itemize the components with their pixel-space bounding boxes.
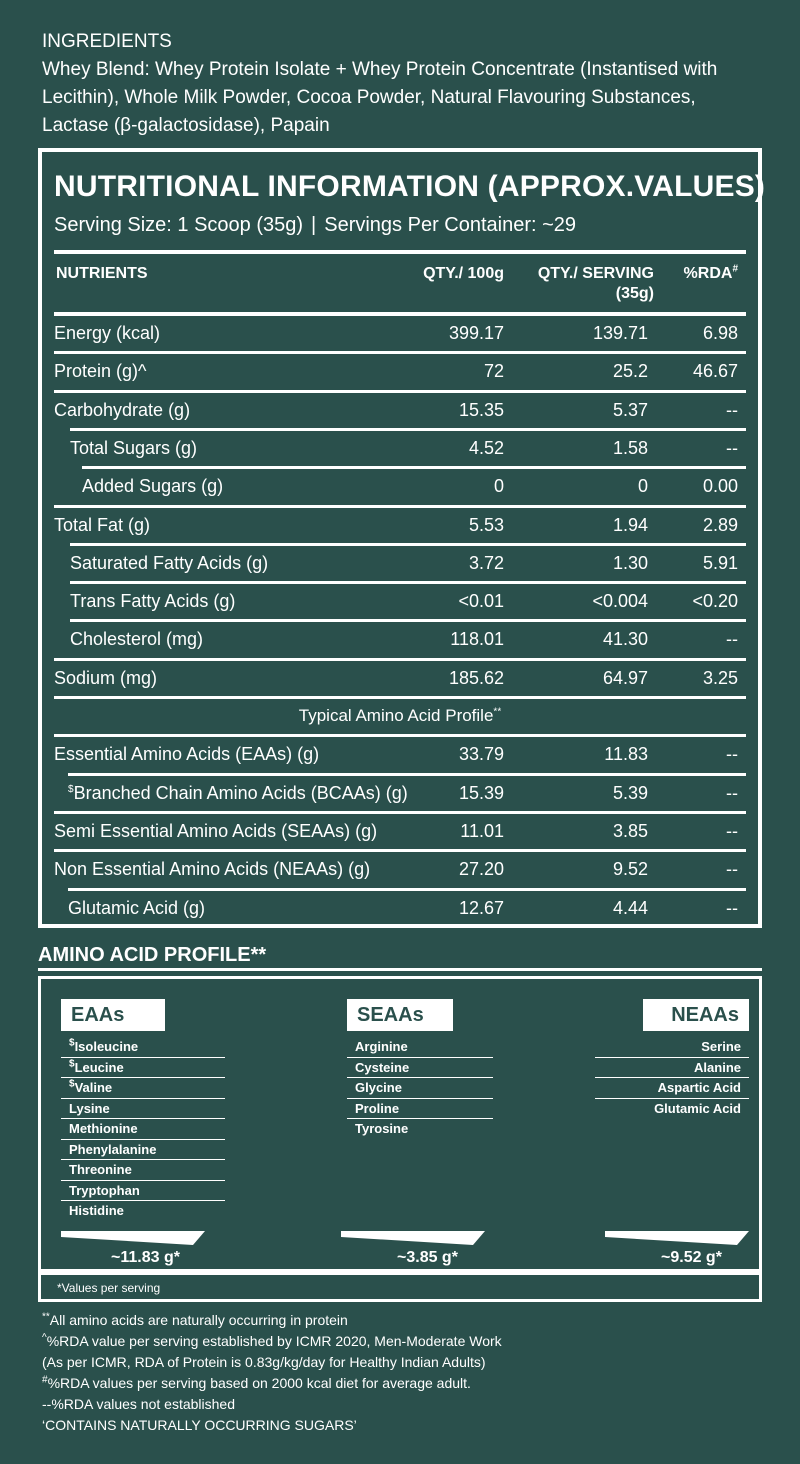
amino-acid-name: Alanine — [694, 1059, 741, 1075]
amino-acid-item — [61, 1058, 225, 1079]
nutrient-qty-serving: 41.30 — [602, 629, 648, 650]
nutrient-qty-serving: 64.97 — [602, 667, 648, 688]
amino-acid-name: Glutamic Acid — [654, 1100, 741, 1116]
nutrient-qty-serving: 139.71 — [592, 323, 648, 343]
amino-acid-name: Tryptophan — [69, 1182, 140, 1198]
nutrient-row — [42, 622, 758, 656]
per-serving-note: *Values per serving — [57, 1281, 161, 1295]
amino-acid-name: Threonine — [69, 1162, 132, 1177]
ingredients-title: INGREDIENTS — [42, 31, 172, 52]
header-rda-sup: # — [732, 263, 738, 275]
nutrient-qty-100g: 118.01 — [450, 629, 504, 650]
amino-summary-name — [54, 821, 377, 842]
nutrient-qty-serving: 0 — [637, 476, 648, 497]
nutrient-row — [42, 431, 758, 465]
footnote-line — [42, 1331, 502, 1352]
nutrient-qty-serving: <0.004 — [592, 591, 648, 612]
amino-acid-name: Leucine — [74, 1059, 124, 1075]
amino-acid-item — [61, 1119, 225, 1140]
serving-info — [54, 214, 576, 237]
seaas-total: ~3.85 g* — [397, 1249, 458, 1266]
amino-acid-item — [61, 1078, 225, 1099]
amino-summary-name-text: Semi Essential Amino Acids (SEAAs) (g) — [54, 820, 378, 841]
nutrient-name: Total Sugars (g) — [70, 437, 198, 458]
amino-summary-name-text: Essential Amino Acids (EAAs) (g) — [54, 744, 320, 765]
amino-summary-rda: -- — [726, 897, 738, 918]
amino-acid-item — [61, 1160, 225, 1181]
amino-profile-title-row — [42, 699, 758, 733]
amino-summary-qty-100g: 15.39 — [458, 782, 504, 803]
amino-summary-row — [42, 852, 758, 886]
amino-acid-item — [61, 1201, 225, 1222]
nutrient-rda: 6.98 — [702, 323, 738, 343]
amino-acid-name: Isoleucine — [74, 1039, 139, 1054]
amino-summary-rda: -- — [726, 744, 738, 765]
footnote-line — [42, 1310, 502, 1331]
nutrient-qty-serving: 1.94 — [612, 514, 648, 535]
nutrient-name: Saturated Fatty Acids (g) — [70, 552, 269, 573]
amino-summary-name-text: Non Essential Amino Acids (NEAAs) (g) — [54, 859, 371, 880]
amino-profile-box — [38, 976, 762, 1272]
amino-acid-name: Cysteine — [355, 1059, 410, 1075]
amino-acid-item — [595, 1058, 749, 1079]
eaas-list — [61, 1037, 225, 1222]
amino-acid-name: Serine — [701, 1039, 741, 1054]
footnote-text: ‘CONTAINS NATURALLY OCCURRING SUGARS’ — [42, 1417, 357, 1433]
nutrient-row — [42, 469, 758, 503]
footnote-line — [42, 1373, 502, 1394]
nutrient-row — [42, 661, 758, 695]
amino-profile-title — [42, 706, 758, 726]
nutrient-rda: <0.20 — [692, 591, 738, 612]
nutrient-qty-100g: 185.62 — [448, 667, 504, 688]
amino-summary-name-text: Branched Chain Amino Acids (BCAAs) (g) — [73, 782, 408, 803]
amino-summary-name — [54, 859, 370, 880]
amino-summary-qty-serving: 9.52 — [612, 859, 648, 880]
amino-summary-qty-100g: 33.79 — [458, 744, 504, 765]
nutrient-row — [42, 393, 758, 427]
nutrient-rda: 5.91 — [702, 552, 738, 573]
amino-acid-sup: $ — [69, 1058, 75, 1070]
nutrient-qty-serving: 1.30 — [612, 552, 648, 573]
amino-acid-sup: $ — [69, 1078, 75, 1090]
ingredients-block — [42, 28, 762, 140]
nutrient-name: Cholesterol (mg) — [70, 629, 204, 650]
amino-summary-qty-serving: 4.44 — [612, 897, 648, 918]
seaas-arrow-bar — [341, 1231, 485, 1245]
footnote-sup: ^ — [42, 1332, 47, 1344]
amino-acid-item — [61, 1037, 225, 1058]
footnote-line — [42, 1415, 502, 1436]
neaas-total: ~9.52 g* — [661, 1249, 722, 1266]
amino-acid-name: Tyrosine — [355, 1121, 409, 1136]
header-qty-serving — [494, 264, 654, 304]
footnote-sup: ** — [42, 1311, 50, 1323]
amino-acid-sup: $ — [69, 1037, 75, 1049]
footnotes — [42, 1310, 502, 1436]
nutrient-name: Trans Fatty Acids (g) — [70, 591, 236, 612]
neaas-arrow-bar — [605, 1231, 749, 1245]
amino-summary-row — [42, 891, 758, 925]
nutrient-qty-100g: <0.01 — [458, 591, 504, 612]
amino-summary-name-text: Glutamic Acid (g) — [68, 897, 206, 918]
amino-summary-qty-serving: 11.83 — [604, 744, 648, 765]
amino-profile-heading: AMINO ACID PROFILE** — [38, 944, 267, 966]
nutrient-row — [42, 508, 758, 542]
nutrient-rda: -- — [726, 437, 738, 458]
amino-summary-prefix: $ — [68, 783, 74, 795]
nutrient-row — [42, 354, 758, 388]
nutrient-row — [42, 546, 758, 580]
amino-summary-row — [42, 776, 758, 810]
nutrient-name: Sodium (mg) — [54, 667, 158, 688]
amino-acid-item — [347, 1037, 493, 1058]
amino-summary-qty-100g: 27.20 — [458, 859, 504, 880]
amino-acid-item — [595, 1037, 749, 1058]
servings-per-container: Servings Per Container: ~29 — [324, 214, 577, 236]
amino-acid-item — [347, 1099, 493, 1120]
header-qty-100g: QTY./ 100g — [423, 265, 504, 282]
nutrient-qty-100g: 399.17 — [448, 323, 504, 343]
footnote-line — [42, 1394, 502, 1415]
amino-acid-item — [61, 1181, 225, 1202]
nutrient-qty-100g: 4.52 — [468, 437, 504, 458]
amino-acid-name: Aspartic Acid — [657, 1080, 741, 1095]
amino-acid-item — [595, 1078, 749, 1099]
amino-heading-underline — [38, 968, 762, 971]
amino-summary-name — [54, 744, 319, 765]
amino-summary-row — [42, 814, 758, 848]
amino-acid-item — [347, 1058, 493, 1079]
eaas-arrow-bar — [61, 1231, 205, 1245]
nutrient-qty-100g: 15.35 — [458, 399, 504, 420]
serving-size: Serving Size: 1 Scoop (35g) — [54, 214, 304, 236]
amino-profile-title-sup: ** — [493, 706, 502, 718]
amino-summary-name — [68, 783, 408, 804]
nutrient-name: Protein (g)^ — [54, 361, 147, 382]
nutrient-name: Added Sugars (g) — [82, 476, 224, 497]
header-divider-top — [54, 250, 746, 254]
ingredients-text: Whey Blend: Whey Protein Isolate + Whey Protein Concentrate (Instantised with Lecithin), Whole Milk Powder, Cocoa Powder, Natural Flavouring Substances, Lactase (β-galactosidase), Papain — [42, 59, 718, 136]
eaas-tag: EAAs — [61, 999, 165, 1031]
nutrition-table — [38, 148, 766, 928]
header-rda-label: %RDA — [683, 265, 733, 282]
seaas-list — [347, 1037, 493, 1140]
nutrient-name: Carbohydrate (g) — [54, 399, 191, 420]
nutrient-qty-serving: 25.2 — [612, 361, 648, 382]
neaas-tag: NEAAs — [643, 999, 749, 1031]
header-rda — [684, 264, 738, 284]
amino-summary-qty-100g: 11.01 — [460, 820, 504, 841]
header-nutrients: NUTRIENTS — [56, 265, 148, 282]
nutrient-row — [42, 316, 758, 350]
amino-acid-name: Glycine — [355, 1080, 402, 1095]
amino-acid-name: Valine — [74, 1080, 113, 1095]
amino-summary-qty-100g: 12.67 — [458, 897, 504, 918]
nutrient-rda: 0.00 — [702, 476, 738, 497]
amino-profile-title-text: Typical Amino Acid Profile — [298, 706, 494, 725]
nutrient-rda: 3.25 — [702, 667, 738, 688]
amino-acid-item — [347, 1119, 493, 1140]
amino-summary-qty-serving: 5.39 — [612, 782, 648, 803]
nutrient-rda: -- — [726, 399, 738, 420]
amino-acid-name: Phenylalanine — [69, 1141, 157, 1157]
amino-acid-name: Arginine — [355, 1039, 408, 1054]
nutrient-qty-serving: 5.37 — [612, 399, 648, 420]
header-qty-serving-line1: QTY./ SERVING — [537, 265, 654, 282]
amino-acid-name: Proline — [355, 1100, 400, 1116]
nutrient-rda: -- — [726, 629, 738, 650]
amino-summary-qty-serving: 3.85 — [612, 820, 648, 841]
amino-acid-name: Lysine — [69, 1100, 110, 1116]
amino-summary-rda: -- — [726, 820, 738, 841]
amino-summary-row — [42, 737, 758, 771]
footnote-text: %RDA value per serving established by ICMR 2020, Men-Moderate Work — [46, 1333, 502, 1349]
nutrient-rda: 46.67 — [692, 361, 738, 382]
header-qty-serving-line2: (35g) — [615, 285, 654, 302]
nutrient-qty-100g: 0 — [493, 476, 504, 497]
amino-summary-name — [68, 898, 205, 919]
amino-summary-rda: -- — [726, 782, 738, 803]
nutrient-qty-100g: 5.53 — [468, 514, 504, 535]
neaas-list — [595, 1037, 749, 1119]
serving-separator: | — [311, 214, 317, 236]
nutrient-name: Total Fat (g) — [54, 514, 151, 535]
amino-summary-rda: -- — [726, 859, 738, 880]
nutrient-rda: 2.89 — [702, 514, 738, 535]
amino-acid-item — [595, 1099, 749, 1120]
amino-acid-item — [61, 1140, 225, 1161]
nutrient-name: Energy (kcal) — [54, 323, 161, 343]
footnote-text: %RDA values per serving based on 2000 kcal diet for average adult. — [47, 1375, 471, 1391]
footnote-text: --%RDA values not established — [42, 1396, 235, 1412]
footnote-text: All amino acids are naturally occurring in protein — [49, 1312, 348, 1328]
nutrient-qty-100g: 72 — [483, 361, 504, 382]
seaas-tag: SEAAs — [347, 999, 453, 1031]
footnote-line — [42, 1352, 502, 1373]
footnote-text: (As per ICMR, RDA of Protein is 0.83g/kg/day for Healthy Indian Adults) — [42, 1354, 486, 1370]
amino-acid-item — [61, 1099, 225, 1120]
nutrition-title: NUTRITIONAL INFORMATION (APPROX.VALUES) — [54, 170, 766, 203]
amino-acid-name: Methionine — [69, 1121, 138, 1136]
footnote-sup: # — [42, 1374, 48, 1386]
nutrient-row — [42, 584, 758, 618]
nutrient-qty-serving: 1.58 — [612, 437, 648, 458]
per-serving-note-box — [38, 1272, 762, 1302]
amino-acid-name: Histidine — [69, 1203, 124, 1218]
amino-acid-item — [347, 1078, 493, 1099]
eaas-total: ~11.83 g* — [111, 1249, 180, 1266]
nutrient-qty-100g: 3.72 — [468, 552, 504, 573]
